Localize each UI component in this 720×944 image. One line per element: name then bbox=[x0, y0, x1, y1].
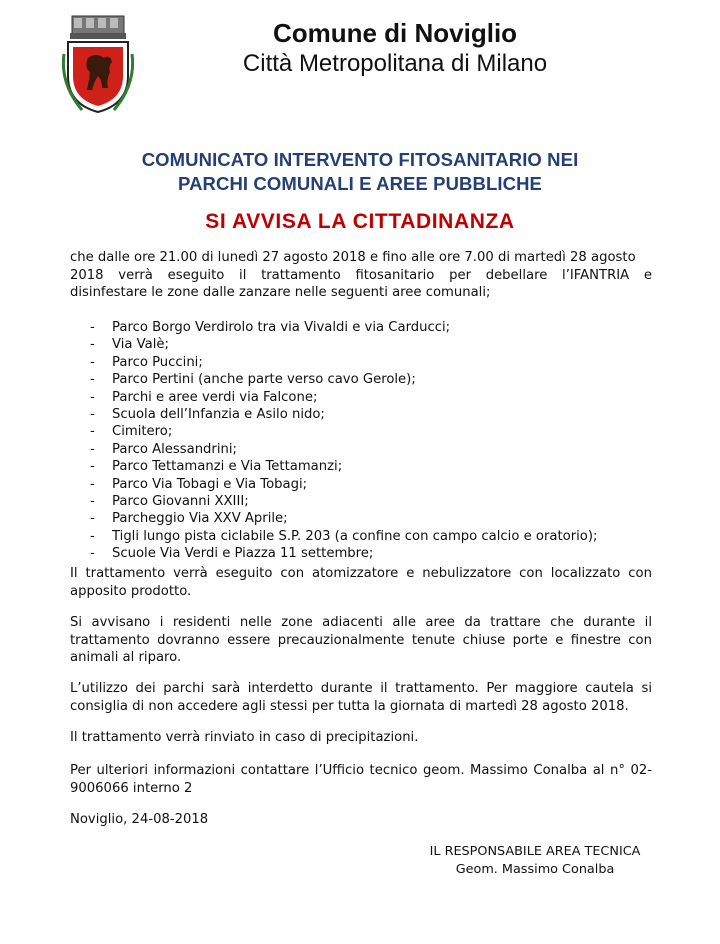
list-item: - Parcheggio Via XXV Aprile; bbox=[90, 510, 597, 527]
headline-line-2: PARCHI COMUNALI E AREE PUBBLICHE bbox=[178, 173, 542, 194]
list-item: - Parco Borgo Verdirolo tra via Vivaldi e via Carducci; bbox=[90, 319, 597, 336]
intro-line-3: disinfestare le zone dalle zanzare nelle seguenti aree comunali; bbox=[70, 285, 491, 300]
list-item: - Parco Via Tobagi e Via Tobagi; bbox=[90, 476, 597, 493]
headline-line-1: COMUNICATO INTERVENTO FITOSANITARIO NEI bbox=[141, 149, 579, 170]
document-headline bbox=[0, 148, 720, 196]
list-item: - Parco Tettamanzi e Via Tettamanzi; bbox=[90, 458, 597, 475]
signature-name: Geom. Massimo Conalba bbox=[455, 862, 615, 877]
municipality-title: Comune di Noviglio bbox=[272, 18, 518, 48]
intro-line-1: che dalle ore 21.00 di lunedì 27 agosto 2018 e fino alle ore 7.00 di martedì 28 agosto bbox=[70, 250, 636, 265]
contact-info-paragraph: Per ulteriori informazioni contattare l’Ufficio tecnico geom. Massimo Conalba al n° 02-9006066 interno 2 bbox=[70, 763, 652, 796]
list-item: - Scuole Via Verdi e Piazza 11 settembre; bbox=[90, 545, 597, 562]
residents-warning-paragraph: Si avvisano i residenti nelle zone adiacenti alle aree da trattare che durante il trattamento dovranno essere precauzionalmente tenute chiuse porte e finestre con animali al riparo. bbox=[70, 615, 652, 665]
signature-role: IL RESPONSABILE AREA TECNICA bbox=[429, 844, 641, 859]
intro-paragraph bbox=[70, 249, 652, 302]
area-list bbox=[90, 319, 597, 563]
notice-heading: SI AVVISA LA CITTADINANZA bbox=[205, 210, 515, 233]
list-item: - Parco Puccini; bbox=[90, 354, 597, 371]
list-item: - Cimitero; bbox=[90, 423, 597, 440]
intro-line-2: 2018 verrà eseguito il trattamento fitosanitario per debellare l’IFANTRIA e bbox=[70, 267, 652, 283]
treatment-method-paragraph: Il trattamento verrà eseguito con atomizzatore e nebulizzatore con localizzato con apposito prodotto. bbox=[70, 566, 652, 599]
list-item: - Tigli lungo pista ciclabile S.P. 203 (a confine con campo calcio e oratorio); bbox=[90, 528, 597, 545]
list-item: - Scuola dell’Infanzia e Asilo nido; bbox=[90, 406, 597, 423]
municipality-subtitle: Città Metropolitana di Milano bbox=[242, 50, 548, 77]
list-item: - Parco Alessandrini; bbox=[90, 441, 597, 458]
list-item: - Parco Giovanni XXIII; bbox=[90, 493, 597, 510]
park-closure-paragraph: L’utilizzo dei parchi sarà interdetto durante il trattamento. Per maggiore cautela si consiglia di non accedere agli stessi per tutta la giornata di martedì 28 agosto 2018. bbox=[70, 681, 652, 714]
signature-block bbox=[410, 843, 660, 879]
list-item: - Via Valè; bbox=[90, 336, 597, 353]
document-date: Noviglio, 24-08-2018 bbox=[70, 812, 209, 827]
list-item: - Parchi e aree verdi via Falcone; bbox=[90, 389, 597, 406]
rain-postpone-paragraph: Il trattamento verrà rinviato in caso di precipitazioni. bbox=[70, 730, 419, 745]
list-item: - Parco Pertini (anche parte verso cavo Gerole); bbox=[90, 371, 597, 388]
